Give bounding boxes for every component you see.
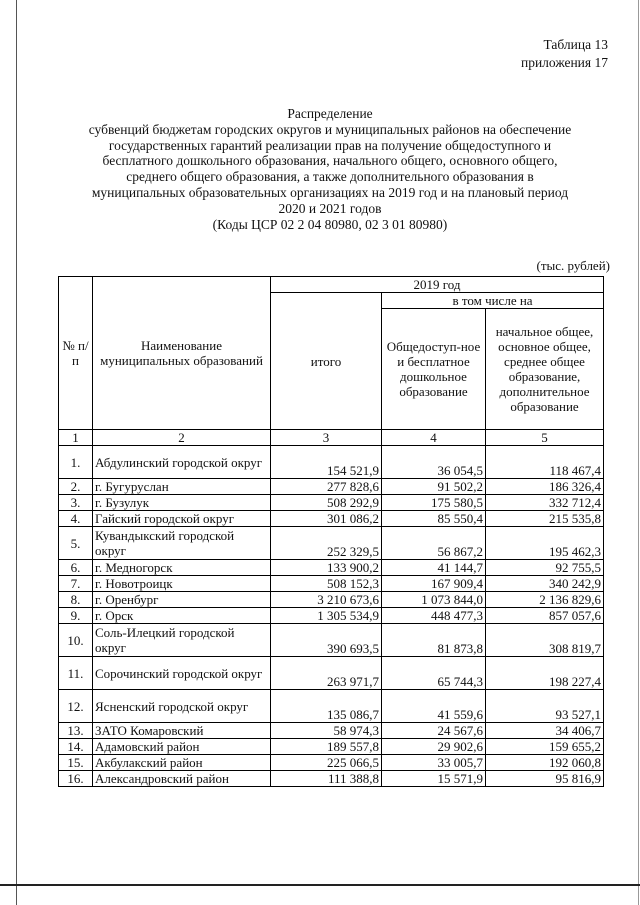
total-amount: 1 305 534,9 xyxy=(271,608,382,624)
title-line: 2020 и 2021 годов xyxy=(278,200,382,216)
header-including: в том числе на xyxy=(382,293,604,309)
table-row xyxy=(59,657,604,690)
general-amount: 95 816,9 xyxy=(486,771,604,787)
table-row xyxy=(59,576,604,592)
municipality-name: г. Новотроицк xyxy=(93,576,271,592)
total-amount: 133 900,2 xyxy=(271,560,382,576)
preschool-amount: 81 873,8 xyxy=(382,624,486,657)
total-amount: 508 152,3 xyxy=(271,576,382,592)
preschool-amount: 33 005,7 xyxy=(382,755,486,771)
municipality-name: Соль-Илецкий городской округ xyxy=(93,624,271,657)
general-amount: 2 136 829,6 xyxy=(486,592,604,608)
general-amount: 118 467,4 xyxy=(486,446,604,479)
total-amount: 263 971,7 xyxy=(271,657,382,690)
table-row xyxy=(59,511,604,527)
total-amount: 111 388,8 xyxy=(271,771,382,787)
general-amount: 332 712,4 xyxy=(486,495,604,511)
row-number: 7. xyxy=(59,576,93,592)
table-row xyxy=(59,608,604,624)
table-row xyxy=(59,446,604,479)
municipality-name: г. Бузулук xyxy=(93,495,271,511)
preschool-amount: 91 502,2 xyxy=(382,479,486,495)
preschool-amount: 167 909,4 xyxy=(382,576,486,592)
preschool-amount: 175 580,5 xyxy=(382,495,486,511)
municipality-name: Акбулакский район xyxy=(93,755,271,771)
column-number: 4 xyxy=(382,430,486,446)
total-amount: 508 292,9 xyxy=(271,495,382,511)
page-left-edge xyxy=(16,0,17,905)
table-row xyxy=(59,479,604,495)
row-number: 4. xyxy=(59,511,93,527)
general-amount: 34 406,7 xyxy=(486,723,604,739)
row-number: 2. xyxy=(59,479,93,495)
units-label: (тыс. рублей) xyxy=(536,258,610,273)
total-amount: 301 086,2 xyxy=(271,511,382,527)
total-amount: 189 557,8 xyxy=(271,739,382,755)
document-title xyxy=(40,106,620,232)
column-number: 5 xyxy=(486,430,604,446)
municipality-name: Сорочинский городской округ xyxy=(93,657,271,690)
general-amount: 215 535,8 xyxy=(486,511,604,527)
municipality-name: г. Орск xyxy=(93,608,271,624)
table-row xyxy=(59,527,604,560)
row-number: 5. xyxy=(59,527,93,560)
preschool-amount: 41 144,7 xyxy=(382,560,486,576)
header-num: № п/п xyxy=(59,277,93,430)
row-number: 9. xyxy=(59,608,93,624)
general-amount: 159 655,2 xyxy=(486,739,604,755)
preschool-amount: 29 902,6 xyxy=(382,739,486,755)
municipality-name: Абдулинский городской округ xyxy=(93,446,271,479)
column-number-row xyxy=(59,430,604,446)
total-amount: 3 210 673,6 xyxy=(271,592,382,608)
preschool-amount: 15 571,9 xyxy=(382,771,486,787)
total-amount: 58 974,3 xyxy=(271,723,382,739)
title-line: (Коды ЦСР 02 2 04 80980, 02 3 01 80980) xyxy=(212,216,448,232)
table-label: Таблица 13 xyxy=(543,37,608,52)
header-name: Наименование муниципальных образований xyxy=(93,277,271,430)
general-amount: 340 242,9 xyxy=(486,576,604,592)
table-row xyxy=(59,739,604,755)
row-number: 15. xyxy=(59,755,93,771)
municipality-name: Кувандыкский городской округ xyxy=(93,527,271,560)
preschool-amount: 448 477,3 xyxy=(382,608,486,624)
preschool-amount: 24 567,6 xyxy=(382,723,486,739)
row-number: 13. xyxy=(59,723,93,739)
table-row xyxy=(59,560,604,576)
municipality-name: г. Медногорск xyxy=(93,560,271,576)
table-row xyxy=(59,755,604,771)
subvention-table xyxy=(58,276,604,787)
total-amount: 390 693,5 xyxy=(271,624,382,657)
preschool-amount: 65 744,3 xyxy=(382,657,486,690)
municipality-name: ЗАТО Комаровский xyxy=(93,723,271,739)
row-number: 16. xyxy=(59,771,93,787)
table-row xyxy=(59,690,604,723)
general-amount: 92 755,5 xyxy=(486,560,604,576)
row-number: 11. xyxy=(59,657,93,690)
total-amount: 225 066,5 xyxy=(271,755,382,771)
municipality-name: Александровский район xyxy=(93,771,271,787)
total-amount: 277 828,6 xyxy=(271,479,382,495)
header-general: начальное общее, основное общее, среднее общее образование, дополнительное образование xyxy=(486,309,604,430)
title-line: государственных гарантий реализации прав на получение общедоступного и xyxy=(108,137,552,153)
row-number: 12. xyxy=(59,690,93,723)
row-number: 3. xyxy=(59,495,93,511)
total-amount: 135 086,7 xyxy=(271,690,382,723)
total-amount: 252 329,5 xyxy=(271,527,382,560)
row-number: 14. xyxy=(59,739,93,755)
table-row xyxy=(59,723,604,739)
general-amount: 195 462,3 xyxy=(486,527,604,560)
header-preschool: Общедоступ-ное и бесплатное дошкольное образование xyxy=(382,309,486,430)
municipality-name: Гайский городской округ xyxy=(93,511,271,527)
preschool-amount: 1 073 844,0 xyxy=(382,592,486,608)
header-total: итого xyxy=(271,293,382,430)
preschool-amount: 41 559,6 xyxy=(382,690,486,723)
row-number: 8. xyxy=(59,592,93,608)
general-amount: 186 326,4 xyxy=(486,479,604,495)
general-amount: 308 819,7 xyxy=(486,624,604,657)
general-amount: 192 060,8 xyxy=(486,755,604,771)
page-bottom-edge xyxy=(0,884,640,886)
header-year: 2019 год xyxy=(271,277,604,293)
total-amount: 154 521,9 xyxy=(271,446,382,479)
table-row xyxy=(59,592,604,608)
preschool-amount: 36 054,5 xyxy=(382,446,486,479)
title-line: муниципальных образовательных организациях на 2019 год и на плановый период xyxy=(91,184,569,200)
title-line: среднего общего образования, а также дополнительного образования в xyxy=(126,169,534,185)
municipality-name: г. Бугуруслан xyxy=(93,479,271,495)
municipality-name: Адамовский район xyxy=(93,739,271,755)
table-row xyxy=(59,771,604,787)
title-line: Распределение xyxy=(287,106,373,121)
preschool-amount: 56 867,2 xyxy=(382,527,486,560)
general-amount: 198 227,4 xyxy=(486,657,604,690)
table-reference xyxy=(521,36,608,72)
title-line: субвенций бюджетам городских округов и муниципальных районов на обеспечение xyxy=(88,121,572,137)
table-row xyxy=(59,624,604,657)
municipality-name: Ясненский городской округ xyxy=(93,690,271,723)
municipality-name: г. Оренбург xyxy=(93,592,271,608)
row-number: 10. xyxy=(59,624,93,657)
row-number: 1. xyxy=(59,446,93,479)
column-number: 1 xyxy=(59,430,93,446)
preschool-amount: 85 550,4 xyxy=(382,511,486,527)
title-line: бесплатного дошкольного образования, начального общего, основного общего, xyxy=(102,153,558,169)
page-right-edge xyxy=(638,0,639,905)
general-amount: 93 527,1 xyxy=(486,690,604,723)
general-amount: 857 057,6 xyxy=(486,608,604,624)
appendix-label: приложения 17 xyxy=(520,55,608,70)
column-number: 3 xyxy=(271,430,382,446)
column-number: 2 xyxy=(93,430,271,446)
table-row xyxy=(59,495,604,511)
table-body xyxy=(59,430,604,787)
row-number: 6. xyxy=(59,560,93,576)
